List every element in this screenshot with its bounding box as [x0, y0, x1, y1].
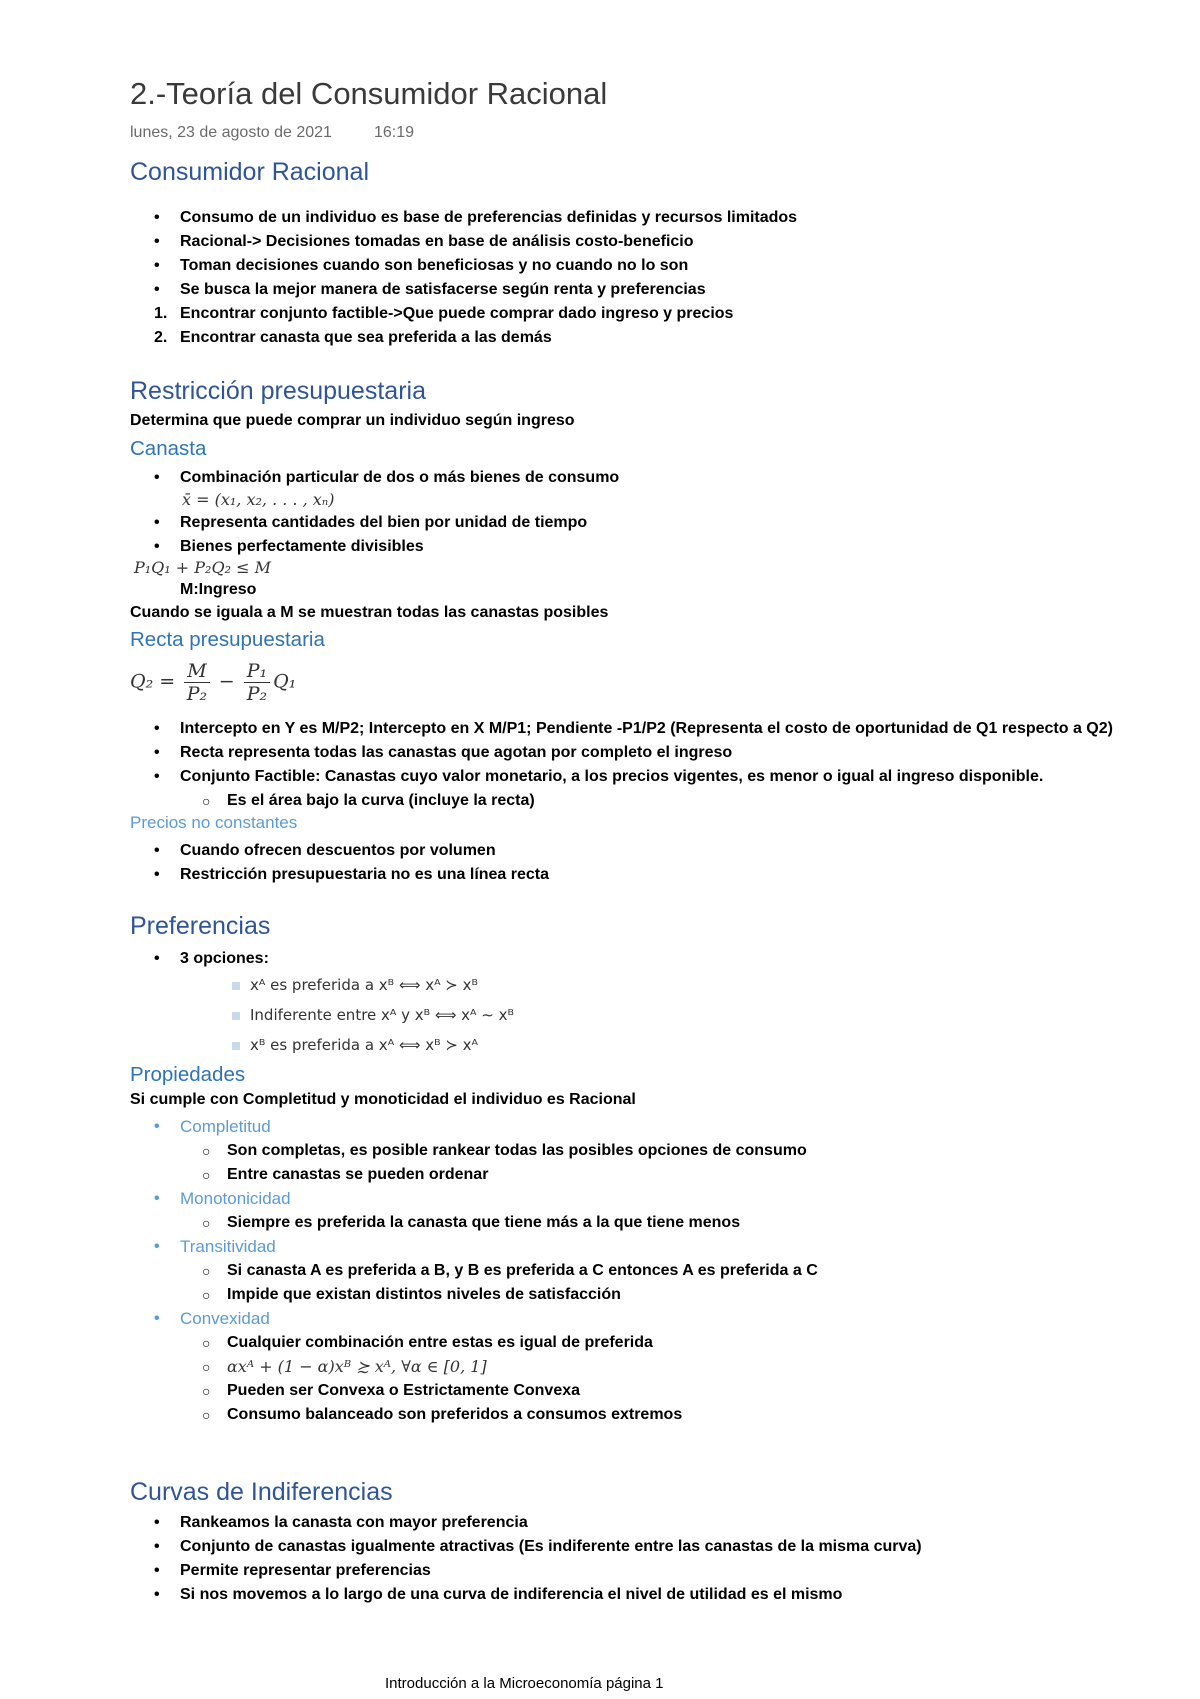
- eq-lhs: Q₂ =: [130, 670, 176, 693]
- list-item: • Intercepto en Y es M/P2; Intercepto en X M/P1; Pendiente -P1/P2 (Representa el costo de oportunidad de Q1 respecto a Q2): [154, 720, 1113, 737]
- m-label: M:Ingreso: [180, 581, 257, 598]
- canasta-list-2: [130, 511, 1190, 559]
- sub-list-item: ○ Si canasta A es preferida a B, y B es preferida a C entonces A es preferida a C: [202, 1262, 818, 1279]
- preference-option: xᴮ es preferida a xᴬ ⟺ xᴮ ≻ xᴬ: [232, 1036, 478, 1054]
- list-item: • Consumo de un individuo es base de preferencias definidas y recursos limitados: [154, 209, 798, 226]
- preference-option: Indiferente entre xᴬ y xᴮ ⟺ xᴬ ∼ xᴮ: [232, 1006, 514, 1024]
- sub-list-item: ○ Pueden ser Convexa o Estrictamente Convexa: [202, 1382, 581, 1399]
- fraction-p1-p2: $\frac{\text{P₁}}{\text{P₂}}$: [244, 660, 270, 705]
- list-item: • Si nos movemos a lo largo de una curva de indiferencia el nivel de utilidad es el mismo: [154, 1586, 843, 1603]
- list-item: • Cuando ofrecen descuentos por volumen: [154, 842, 496, 859]
- property-monotonicidad: • Monotonicidad: [154, 1189, 291, 1208]
- list-item: • Permite representar preferencias: [154, 1562, 431, 1579]
- sub-list-item: ○ Consumo balanceado son preferidos a consumos extremos: [202, 1406, 683, 1423]
- list-item: • Toman decisiones cuando son beneficiosas y no cuando no lo son: [154, 257, 689, 274]
- sub-list-item: ○ Cualquier combinación entre estas es igual de preferida: [202, 1334, 653, 1351]
- list-item: • Combinación particular de dos o más bienes de consumo: [154, 469, 620, 486]
- heading-propiedades: Propiedades: [130, 1063, 246, 1086]
- budget-inequation: P₁Q₁ + P₂Q₂ ≤ M: [134, 558, 271, 577]
- list-item: • Restricción presupuestaria no es una línea recta: [154, 866, 550, 883]
- square-bullet-icon: [232, 982, 240, 990]
- vector-equation: x̄ = (x₁, x₂, . . . , xₙ): [182, 490, 335, 509]
- heading-canasta: Canasta: [130, 437, 207, 460]
- sub-list-item: ○ αxᴬ + (1 − α)xᴮ ≿ xᴬ, ∀α ∈ [0, 1]: [202, 1357, 487, 1376]
- list-item: • Conjunto de canastas igualmente atractivas (Es indiferente entre las canastas de la misma curva): [154, 1538, 922, 1555]
- preferencias-list: [130, 947, 1190, 971]
- page-title: 2.-Teoría del Consumidor Racional: [130, 76, 608, 111]
- canasta-note: Cuando se iguala a M se muestran todas las canastas posibles: [130, 604, 609, 621]
- sub-list-item: ○ Es el área bajo la curva (incluye la recta): [202, 792, 535, 809]
- propiedades-intro: Si cumple con Completitud y monoticidad el individuo es Racional: [130, 1091, 636, 1108]
- property-convexidad: • Convexidad: [154, 1309, 270, 1328]
- heading-restriccion: Restricción presupuestaria: [130, 377, 426, 405]
- list-item: • Rankeamos la canasta con mayor preferencia: [154, 1514, 528, 1531]
- recta-list: [130, 717, 1190, 813]
- numbered-item: 1. Encontrar conjunto factible->Que puede comprar dado ingreso y precios: [154, 305, 734, 322]
- property-transitividad: • Transitividad: [154, 1237, 276, 1256]
- precios-list: [130, 839, 1190, 887]
- preference-option: xᴬ es preferida a xᴮ ⟺ xᴬ ≻ xᴮ: [232, 976, 478, 994]
- heading-precios: Precios no constantes: [130, 813, 298, 832]
- square-bullet-icon: [232, 1042, 240, 1050]
- note-time: 16:19: [373, 124, 414, 141]
- note-date: lunes, 23 de agosto de 2021: [130, 124, 332, 141]
- fraction-m-p2: $\frac{M}{\text{P₂}}$: [184, 660, 209, 705]
- square-bullet-icon: [232, 1012, 240, 1020]
- list-item: • 3 opciones:: [154, 950, 269, 967]
- restriccion-intro: Determina que puede comprar un individuo según ingreso: [130, 412, 575, 429]
- propiedades-list: [130, 1115, 1190, 1427]
- sub-list-item: ○ Entre canastas se pueden ordenar: [202, 1166, 489, 1183]
- sub-list-item: ○ Son completas, es posible rankear todas las posibles opciones de consumo: [202, 1142, 807, 1159]
- list-item: • Bienes perfectamente divisibles: [154, 538, 424, 555]
- property-completitud: • Completitud: [154, 1117, 271, 1136]
- heading-recta: Recta presupuestaria: [130, 628, 325, 651]
- page-footer: Introducción a la Microeconomía página 1: [385, 1675, 664, 1692]
- list-item: • Representa cantidades del bien por unidad de tiempo: [154, 514, 588, 531]
- heading-curvas: Curvas de Indiferencias: [130, 1478, 393, 1506]
- recta-equation: [130, 660, 296, 705]
- consumidor-list: [130, 206, 1190, 350]
- heading-consumidor-racional: Consumidor Racional: [130, 158, 370, 186]
- numbered-item: 2. Encontrar canasta que sea preferida a las demás: [154, 329, 552, 346]
- list-item: • Recta representa todas las canastas que agotan por completo el ingreso: [154, 744, 733, 761]
- eq-minus: −: [218, 670, 235, 693]
- curvas-list: [130, 1511, 1190, 1607]
- heading-preferencias: Preferencias: [130, 912, 271, 940]
- list-item: • Conjunto Factible: Canastas cuyo valor monetario, a los precios vigentes, es menor o igual al ingreso disponible.: [154, 768, 1044, 785]
- eq-tail: Q₁: [273, 670, 297, 693]
- sub-list-item: ○ Siempre es preferida la canasta que tiene más a la que tiene menos: [202, 1214, 741, 1231]
- sub-list-item: ○ Impide que existan distintos niveles de satisfacción: [202, 1286, 621, 1303]
- canasta-list: [130, 466, 1190, 490]
- list-item: • Se busca la mejor manera de satisfacerse según renta y preferencias: [154, 281, 706, 298]
- note-timestamp: [130, 124, 414, 142]
- list-item: • Racional-> Decisiones tomadas en base de análisis costo-beneficio: [154, 233, 694, 250]
